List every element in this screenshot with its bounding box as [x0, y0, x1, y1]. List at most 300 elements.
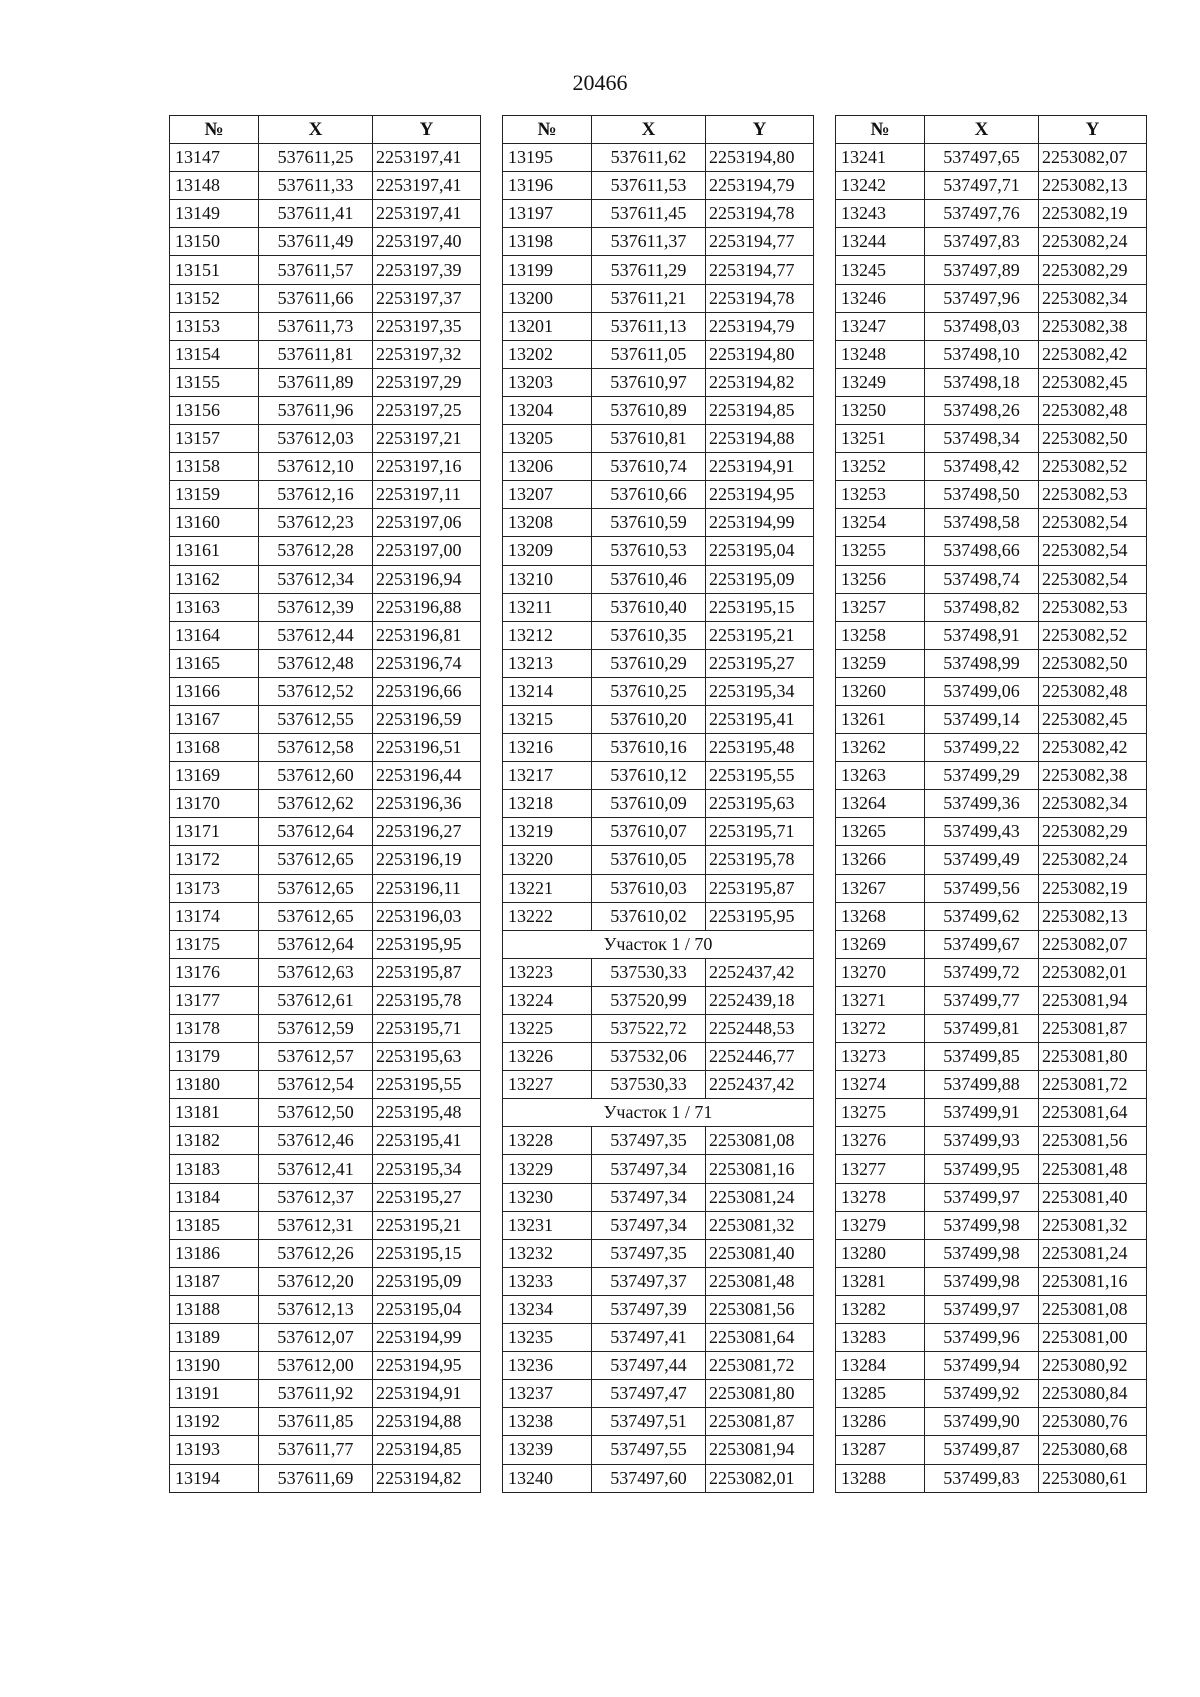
point-number-cell: 13150	[170, 228, 259, 256]
point-number-cell: 13189	[170, 1324, 259, 1352]
table-row	[503, 762, 814, 790]
point-number-cell: 13288	[836, 1464, 925, 1492]
x-coordinate-cell: 537532,06	[592, 1043, 706, 1071]
y-coordinate-cell: 2253080,92	[1039, 1352, 1147, 1380]
table-row	[836, 228, 1147, 256]
table-row	[836, 537, 1147, 565]
header-y: Y	[373, 116, 481, 144]
y-coordinate-cell: 2252446,77	[706, 1043, 814, 1071]
x-coordinate-cell: 537612,03	[259, 425, 373, 453]
x-coordinate-cell: 537497,39	[592, 1295, 706, 1323]
point-number-cell: 13255	[836, 537, 925, 565]
point-number-cell: 13251	[836, 425, 925, 453]
x-coordinate-cell: 537498,58	[925, 509, 1039, 537]
point-number-cell: 13200	[503, 284, 592, 312]
table-row	[836, 902, 1147, 930]
section-row	[503, 1099, 814, 1127]
point-number-cell: 13232	[503, 1239, 592, 1267]
y-coordinate-cell: 2253081,72	[706, 1352, 814, 1380]
y-coordinate-cell: 2253197,00	[373, 537, 481, 565]
x-coordinate-cell: 537611,92	[259, 1380, 373, 1408]
x-coordinate-cell: 537497,37	[592, 1267, 706, 1295]
y-coordinate-cell: 2253081,56	[1039, 1127, 1147, 1155]
point-number-cell: 13224	[503, 986, 592, 1014]
y-coordinate-cell: 2253082,07	[1039, 930, 1147, 958]
table-row	[503, 396, 814, 424]
x-coordinate-cell: 537610,81	[592, 425, 706, 453]
point-number-cell: 13252	[836, 453, 925, 481]
x-coordinate-cell: 537497,35	[592, 1127, 706, 1155]
point-number-cell: 13154	[170, 340, 259, 368]
table-row	[836, 818, 1147, 846]
point-number-cell: 13257	[836, 593, 925, 621]
table-row	[503, 1408, 814, 1436]
point-number-cell: 13269	[836, 930, 925, 958]
y-coordinate-cell: 2253195,48	[373, 1099, 481, 1127]
point-number-cell: 13216	[503, 734, 592, 762]
y-coordinate-cell: 2253194,82	[706, 368, 814, 396]
x-coordinate-cell: 537499,36	[925, 790, 1039, 818]
table-row	[170, 396, 481, 424]
point-number-cell: 13276	[836, 1127, 925, 1155]
x-coordinate-cell: 537497,34	[592, 1211, 706, 1239]
x-coordinate-cell: 537497,65	[925, 144, 1039, 172]
point-number-cell: 13153	[170, 312, 259, 340]
x-coordinate-cell: 537498,42	[925, 453, 1039, 481]
x-coordinate-cell: 537612,39	[259, 593, 373, 621]
x-coordinate-cell: 537497,47	[592, 1380, 706, 1408]
table-row	[170, 874, 481, 902]
y-coordinate-cell: 2253081,87	[1039, 1015, 1147, 1043]
y-coordinate-cell: 2253196,81	[373, 621, 481, 649]
table-row	[170, 481, 481, 509]
header-x: X	[259, 116, 373, 144]
table-row	[170, 1239, 481, 1267]
y-coordinate-cell: 2253081,94	[1039, 986, 1147, 1014]
header-number: №	[836, 116, 925, 144]
x-coordinate-cell: 537611,21	[592, 284, 706, 312]
table-row	[170, 705, 481, 733]
point-number-cell: 13158	[170, 453, 259, 481]
table-row	[170, 1071, 481, 1099]
point-number-cell: 13250	[836, 396, 925, 424]
page-number: 20466	[572, 70, 628, 95]
y-coordinate-cell: 2253195,09	[706, 565, 814, 593]
x-coordinate-cell: 537498,82	[925, 593, 1039, 621]
table-row	[836, 846, 1147, 874]
y-coordinate-cell: 2253197,41	[373, 200, 481, 228]
table-row	[503, 228, 814, 256]
y-coordinate-cell: 2253195,27	[706, 649, 814, 677]
y-coordinate-cell: 2252437,42	[706, 1071, 814, 1099]
point-number-cell: 13164	[170, 621, 259, 649]
table-row	[836, 340, 1147, 368]
y-coordinate-cell: 2253194,91	[706, 453, 814, 481]
point-number-cell: 13148	[170, 172, 259, 200]
table-row	[170, 256, 481, 284]
x-coordinate-cell: 537499,85	[925, 1043, 1039, 1071]
section-title: Участок 1 / 70	[503, 930, 814, 958]
point-number-cell: 13188	[170, 1295, 259, 1323]
x-coordinate-cell: 537611,96	[259, 396, 373, 424]
point-number-cell: 13278	[836, 1183, 925, 1211]
x-coordinate-cell: 537612,65	[259, 902, 373, 930]
table-row	[170, 762, 481, 790]
point-number-cell: 13265	[836, 818, 925, 846]
y-coordinate-cell: 2253196,88	[373, 593, 481, 621]
y-coordinate-cell: 2253196,66	[373, 677, 481, 705]
point-number-cell: 13172	[170, 846, 259, 874]
y-coordinate-cell: 2253194,77	[706, 256, 814, 284]
y-coordinate-cell: 2253194,85	[373, 1436, 481, 1464]
x-coordinate-cell: 537611,89	[259, 368, 373, 396]
x-coordinate-cell: 537610,53	[592, 537, 706, 565]
table-row	[170, 228, 481, 256]
point-number-cell: 13247	[836, 312, 925, 340]
x-coordinate-cell: 537499,77	[925, 986, 1039, 1014]
y-coordinate-cell: 2253082,29	[1039, 256, 1147, 284]
point-number-cell: 13230	[503, 1183, 592, 1211]
header-row	[503, 116, 814, 144]
x-coordinate-cell: 537497,71	[925, 172, 1039, 200]
x-coordinate-cell: 537610,16	[592, 734, 706, 762]
point-number-cell: 13268	[836, 902, 925, 930]
x-coordinate-cell: 537612,23	[259, 509, 373, 537]
y-coordinate-cell: 2253081,48	[1039, 1155, 1147, 1183]
table-row	[836, 1071, 1147, 1099]
x-coordinate-cell: 537611,29	[592, 256, 706, 284]
point-number-cell: 13163	[170, 593, 259, 621]
table-row	[503, 1267, 814, 1295]
x-coordinate-cell: 537499,98	[925, 1267, 1039, 1295]
coordinates-table-3	[835, 115, 1147, 1493]
table-row	[170, 284, 481, 312]
x-coordinate-cell: 537612,41	[259, 1155, 373, 1183]
y-coordinate-cell: 2253081,87	[706, 1408, 814, 1436]
table-row	[170, 1155, 481, 1183]
table-row	[170, 1127, 481, 1155]
table-row	[503, 565, 814, 593]
table-row	[170, 312, 481, 340]
table-row	[836, 284, 1147, 312]
table-row	[503, 846, 814, 874]
x-coordinate-cell: 537612,60	[259, 762, 373, 790]
table-row	[503, 1155, 814, 1183]
y-coordinate-cell: 2253082,38	[1039, 312, 1147, 340]
x-coordinate-cell: 537610,12	[592, 762, 706, 790]
x-coordinate-cell: 537498,91	[925, 621, 1039, 649]
table-row	[836, 762, 1147, 790]
table-row	[503, 734, 814, 762]
table-row	[503, 453, 814, 481]
table-row	[836, 734, 1147, 762]
y-coordinate-cell: 2253081,64	[706, 1324, 814, 1352]
y-coordinate-cell: 2253082,38	[1039, 762, 1147, 790]
x-coordinate-cell: 537612,16	[259, 481, 373, 509]
point-number-cell: 13191	[170, 1380, 259, 1408]
x-coordinate-cell: 537499,87	[925, 1436, 1039, 1464]
x-coordinate-cell: 537499,22	[925, 734, 1039, 762]
y-coordinate-cell: 2253194,79	[706, 312, 814, 340]
x-coordinate-cell: 537612,44	[259, 621, 373, 649]
y-coordinate-cell: 2253082,13	[1039, 172, 1147, 200]
point-number-cell: 13206	[503, 453, 592, 481]
table-row	[170, 1267, 481, 1295]
y-coordinate-cell: 2253082,19	[1039, 874, 1147, 902]
x-coordinate-cell: 537611,57	[259, 256, 373, 284]
table-row	[836, 1155, 1147, 1183]
point-number-cell: 13227	[503, 1071, 592, 1099]
point-number-cell: 13195	[503, 144, 592, 172]
y-coordinate-cell: 2253082,53	[1039, 481, 1147, 509]
x-coordinate-cell: 537498,34	[925, 425, 1039, 453]
y-coordinate-cell: 2253082,42	[1039, 734, 1147, 762]
x-coordinate-cell: 537499,96	[925, 1324, 1039, 1352]
point-number-cell: 13202	[503, 340, 592, 368]
point-number-cell: 13184	[170, 1183, 259, 1211]
table-row	[836, 565, 1147, 593]
point-number-cell: 13274	[836, 1071, 925, 1099]
y-coordinate-cell: 2253194,78	[706, 284, 814, 312]
table-row	[170, 1015, 481, 1043]
y-coordinate-cell: 2253197,06	[373, 509, 481, 537]
y-coordinate-cell: 2253082,29	[1039, 818, 1147, 846]
table-row	[836, 396, 1147, 424]
y-coordinate-cell: 2253081,80	[1039, 1043, 1147, 1071]
y-coordinate-cell: 2253082,54	[1039, 537, 1147, 565]
y-coordinate-cell: 2253082,24	[1039, 846, 1147, 874]
x-coordinate-cell: 537499,81	[925, 1015, 1039, 1043]
point-number-cell: 13213	[503, 649, 592, 677]
point-number-cell: 13283	[836, 1324, 925, 1352]
table-row	[170, 200, 481, 228]
table-row	[836, 144, 1147, 172]
y-coordinate-cell: 2253081,72	[1039, 1071, 1147, 1099]
x-coordinate-cell: 537612,46	[259, 1127, 373, 1155]
y-coordinate-cell: 2253196,11	[373, 874, 481, 902]
point-number-cell: 13262	[836, 734, 925, 762]
table-row	[170, 425, 481, 453]
x-coordinate-cell: 537611,62	[592, 144, 706, 172]
table-row	[836, 368, 1147, 396]
y-coordinate-cell: 2253195,63	[373, 1043, 481, 1071]
point-number-cell: 13233	[503, 1267, 592, 1295]
table-row	[836, 1239, 1147, 1267]
header-y: Y	[706, 116, 814, 144]
x-coordinate-cell: 537520,99	[592, 986, 706, 1014]
point-number-cell: 13222	[503, 902, 592, 930]
y-coordinate-cell: 2253197,16	[373, 453, 481, 481]
point-number-cell: 13173	[170, 874, 259, 902]
point-number-cell: 13219	[503, 818, 592, 846]
table-row	[503, 593, 814, 621]
table-row	[503, 677, 814, 705]
x-coordinate-cell: 537612,55	[259, 705, 373, 733]
x-coordinate-cell: 537497,44	[592, 1352, 706, 1380]
y-coordinate-cell: 2253082,42	[1039, 340, 1147, 368]
point-number-cell: 13204	[503, 396, 592, 424]
x-coordinate-cell: 537612,61	[259, 986, 373, 1014]
x-coordinate-cell: 537499,90	[925, 1408, 1039, 1436]
y-coordinate-cell: 2253081,32	[706, 1211, 814, 1239]
y-coordinate-cell: 2253195,63	[706, 790, 814, 818]
table-row	[836, 453, 1147, 481]
table-row	[503, 425, 814, 453]
table-row	[836, 1324, 1147, 1352]
x-coordinate-cell: 537497,34	[592, 1155, 706, 1183]
table-row	[503, 818, 814, 846]
point-number-cell: 13167	[170, 705, 259, 733]
y-coordinate-cell: 2253082,34	[1039, 790, 1147, 818]
y-coordinate-cell: 2253195,55	[706, 762, 814, 790]
header-x: X	[925, 116, 1039, 144]
y-coordinate-cell: 2253196,27	[373, 818, 481, 846]
point-number-cell: 13273	[836, 1043, 925, 1071]
y-coordinate-cell: 2253195,95	[373, 930, 481, 958]
point-number-cell: 13220	[503, 846, 592, 874]
y-coordinate-cell: 2253197,37	[373, 284, 481, 312]
x-coordinate-cell: 537610,25	[592, 677, 706, 705]
y-coordinate-cell: 2253082,45	[1039, 368, 1147, 396]
point-number-cell: 13236	[503, 1352, 592, 1380]
table-row	[836, 677, 1147, 705]
x-coordinate-cell: 537499,91	[925, 1099, 1039, 1127]
x-coordinate-cell: 537498,50	[925, 481, 1039, 509]
y-coordinate-cell: 2253194,95	[373, 1352, 481, 1380]
y-coordinate-cell: 2253080,76	[1039, 1408, 1147, 1436]
point-number-cell: 13160	[170, 509, 259, 537]
table-row	[503, 986, 814, 1014]
table-row	[503, 958, 814, 986]
y-coordinate-cell: 2253082,52	[1039, 453, 1147, 481]
x-coordinate-cell: 537610,29	[592, 649, 706, 677]
table-row	[170, 509, 481, 537]
table-row	[503, 874, 814, 902]
y-coordinate-cell: 2253195,27	[373, 1183, 481, 1211]
point-number-cell: 13226	[503, 1043, 592, 1071]
y-coordinate-cell: 2253082,24	[1039, 228, 1147, 256]
x-coordinate-cell: 537498,18	[925, 368, 1039, 396]
x-coordinate-cell: 537499,98	[925, 1211, 1039, 1239]
table-row	[170, 453, 481, 481]
point-number-cell: 13165	[170, 649, 259, 677]
x-coordinate-cell: 537499,67	[925, 930, 1039, 958]
coordinates-table-1	[169, 115, 481, 1493]
point-number-cell: 13179	[170, 1043, 259, 1071]
table-row	[836, 509, 1147, 537]
table-row	[170, 1211, 481, 1239]
table-row	[503, 1324, 814, 1352]
y-coordinate-cell: 2253082,34	[1039, 284, 1147, 312]
y-coordinate-cell: 2253194,82	[373, 1464, 481, 1492]
point-number-cell: 13281	[836, 1267, 925, 1295]
table-row	[836, 1352, 1147, 1380]
point-number-cell: 13225	[503, 1015, 592, 1043]
x-coordinate-cell: 537612,57	[259, 1043, 373, 1071]
table-row	[836, 649, 1147, 677]
table-row	[503, 144, 814, 172]
table-row	[170, 930, 481, 958]
y-coordinate-cell: 2253082,50	[1039, 649, 1147, 677]
y-coordinate-cell: 2253082,01	[706, 1464, 814, 1492]
x-coordinate-cell: 537497,35	[592, 1239, 706, 1267]
x-coordinate-cell: 537610,59	[592, 509, 706, 537]
point-number-cell: 13180	[170, 1071, 259, 1099]
table-row	[503, 1239, 814, 1267]
y-coordinate-cell: 2253194,95	[706, 481, 814, 509]
y-coordinate-cell: 2253082,54	[1039, 565, 1147, 593]
y-coordinate-cell: 2253194,79	[706, 172, 814, 200]
y-coordinate-cell: 2253197,35	[373, 312, 481, 340]
point-number-cell: 13192	[170, 1408, 259, 1436]
table-row	[503, 200, 814, 228]
point-number-cell: 13149	[170, 200, 259, 228]
table-row	[170, 846, 481, 874]
x-coordinate-cell: 537499,49	[925, 846, 1039, 874]
point-number-cell: 13212	[503, 621, 592, 649]
point-number-cell: 13210	[503, 565, 592, 593]
y-coordinate-cell: 2253195,87	[706, 874, 814, 902]
point-number-cell: 13284	[836, 1352, 925, 1380]
table-row	[836, 1295, 1147, 1323]
table-row	[170, 1352, 481, 1380]
x-coordinate-cell: 537499,72	[925, 958, 1039, 986]
point-number-cell: 13194	[170, 1464, 259, 1492]
x-coordinate-cell: 537610,05	[592, 846, 706, 874]
table-row	[503, 1127, 814, 1155]
table-row	[836, 1380, 1147, 1408]
y-coordinate-cell: 2253196,51	[373, 734, 481, 762]
x-coordinate-cell: 537610,97	[592, 368, 706, 396]
point-number-cell: 13271	[836, 986, 925, 1014]
table-row	[836, 312, 1147, 340]
point-number-cell: 13256	[836, 565, 925, 593]
table-row	[836, 790, 1147, 818]
table-row	[836, 1211, 1147, 1239]
table-row	[836, 1099, 1147, 1127]
y-coordinate-cell: 2253081,24	[706, 1183, 814, 1211]
x-coordinate-cell: 537612,37	[259, 1183, 373, 1211]
point-number-cell: 13241	[836, 144, 925, 172]
y-coordinate-cell: 2253197,41	[373, 144, 481, 172]
point-number-cell: 13287	[836, 1436, 925, 1464]
x-coordinate-cell: 537612,62	[259, 790, 373, 818]
y-coordinate-cell: 2253081,16	[706, 1155, 814, 1183]
x-coordinate-cell: 537497,55	[592, 1436, 706, 1464]
table-row	[503, 481, 814, 509]
point-number-cell: 13270	[836, 958, 925, 986]
y-coordinate-cell: 2253197,32	[373, 340, 481, 368]
x-coordinate-cell: 537612,63	[259, 958, 373, 986]
table-row	[503, 1436, 814, 1464]
point-number-cell: 13182	[170, 1127, 259, 1155]
header-row	[836, 116, 1147, 144]
table-row	[170, 172, 481, 200]
point-number-cell: 13187	[170, 1267, 259, 1295]
x-coordinate-cell: 537610,46	[592, 565, 706, 593]
table-row	[170, 649, 481, 677]
x-coordinate-cell: 537611,53	[592, 172, 706, 200]
table-row	[170, 368, 481, 396]
y-coordinate-cell: 2253081,32	[1039, 1211, 1147, 1239]
table-row	[170, 677, 481, 705]
y-coordinate-cell: 2253195,34	[373, 1155, 481, 1183]
y-coordinate-cell: 2253197,21	[373, 425, 481, 453]
x-coordinate-cell: 537499,43	[925, 818, 1039, 846]
point-number-cell: 13208	[503, 509, 592, 537]
x-coordinate-cell: 537612,26	[259, 1239, 373, 1267]
y-coordinate-cell: 2253195,21	[706, 621, 814, 649]
